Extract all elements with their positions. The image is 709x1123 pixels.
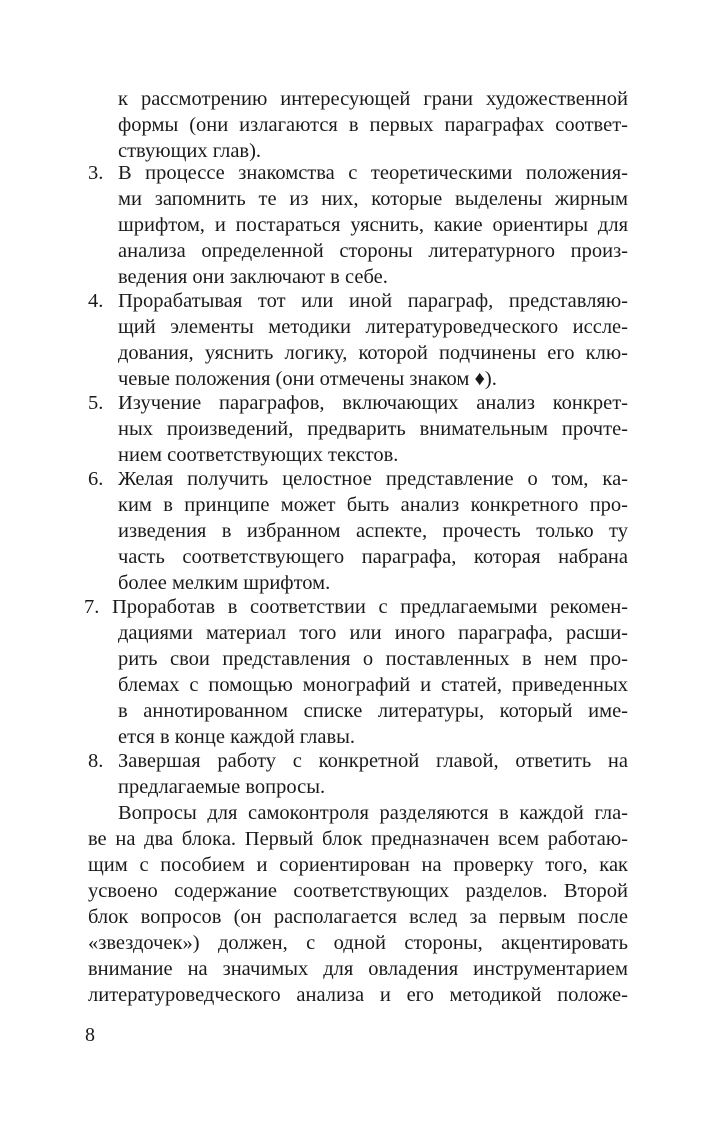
list-item-line: дациями материал того или иного параграфа, расши- <box>118 622 628 644</box>
paragraph-line: блок вопросов (он располагается вслед за первым после <box>88 906 628 928</box>
list-item-line: Проработав в соответствии с предлагаемыми рекомен- <box>112 596 628 618</box>
list-item-line: нием соответствующих текстов. <box>118 444 399 466</box>
list-item-line: дования, уяснить логику, которой подчинены его клю- <box>118 342 628 364</box>
list-item-line: ми запомнить те из них, которые выделены жирным <box>118 188 628 210</box>
list-item-line: чевые положения (они отмечены знаком ♦). <box>118 368 497 390</box>
list-item-line: ется в конце каждой главы. <box>118 726 356 748</box>
paragraph-line: щим с пособием и сориентирован на проверку того, как <box>88 854 628 876</box>
page-number: 8 <box>85 1024 95 1046</box>
list-item-line: часть соответствующего параграфа, которая набрана <box>118 546 628 568</box>
list-item-number: 5. <box>88 392 104 414</box>
list-item-line: блемах с помощью монографий и статей, приведенных <box>118 674 628 696</box>
list-item-line: более мелким шрифтом. <box>118 572 331 594</box>
paragraph-line: Вопросы для самоконтроля разделяются в каждой гла- <box>118 802 628 824</box>
list-item-number: 8. <box>88 750 104 772</box>
intro-line: формы (они излагаются в первых параграфах соответ- <box>118 114 628 136</box>
list-item-line: Желая получить целостное представление о том, ка- <box>118 468 628 490</box>
list-item-line: изведения в избранном аспекте, прочесть только ту <box>118 520 628 542</box>
list-item-number: 7. <box>84 596 100 618</box>
list-item-line: в аннотированном списке литературы, который име- <box>118 700 628 722</box>
list-item-number: 6. <box>88 468 104 490</box>
list-item-line: ким в принципе может быть анализ конкретного про- <box>118 494 628 516</box>
list-item-line: Изучение параграфов, включающих анализ конкрет- <box>118 392 628 414</box>
list-item-line: шрифтом, и постараться уяснить, какие ориентиры для <box>118 214 628 236</box>
paragraph-line: ве на два блока. Первый блок предназначен всем работаю- <box>88 828 628 850</box>
list-item-line: Прорабатывая тот или иной параграф, представляю- <box>118 290 628 312</box>
list-item-number: 4. <box>88 290 104 312</box>
list-item-line: анализа определенной стороны литературного произ- <box>118 240 628 262</box>
list-item-line: щий элементы методики литературоведческого иссле- <box>118 316 628 338</box>
paragraph-line: усвоено содержание соответствующих разделов. Второй <box>88 880 628 902</box>
list-item-line: В процессе знакомства с теоретическими положения- <box>118 162 628 184</box>
paragraph-line: литературоведческого анализа и его методикой положе- <box>88 984 628 1006</box>
intro-line: к рассмотрению интересующей грани художественной <box>118 88 628 110</box>
paragraph-line: внимание на значимых для овладения инструментарием <box>88 958 628 980</box>
list-item-line: ведения они заключают в себе. <box>118 266 388 288</box>
list-item-line: Завершая работу с конкретной главой, ответить на <box>118 750 628 772</box>
list-item-line: ных произведений, предварить внимательным прочте- <box>118 418 628 440</box>
list-item-number: 3. <box>88 162 104 184</box>
paragraph-line: «звездочек») должен, с одной стороны, акцентировать <box>88 932 628 954</box>
list-item-line: предлагаемые вопросы. <box>118 776 326 798</box>
list-item-line: рить свои представления о поставленных в нем про- <box>118 648 628 670</box>
intro-line: ствующих глав). <box>118 140 262 162</box>
